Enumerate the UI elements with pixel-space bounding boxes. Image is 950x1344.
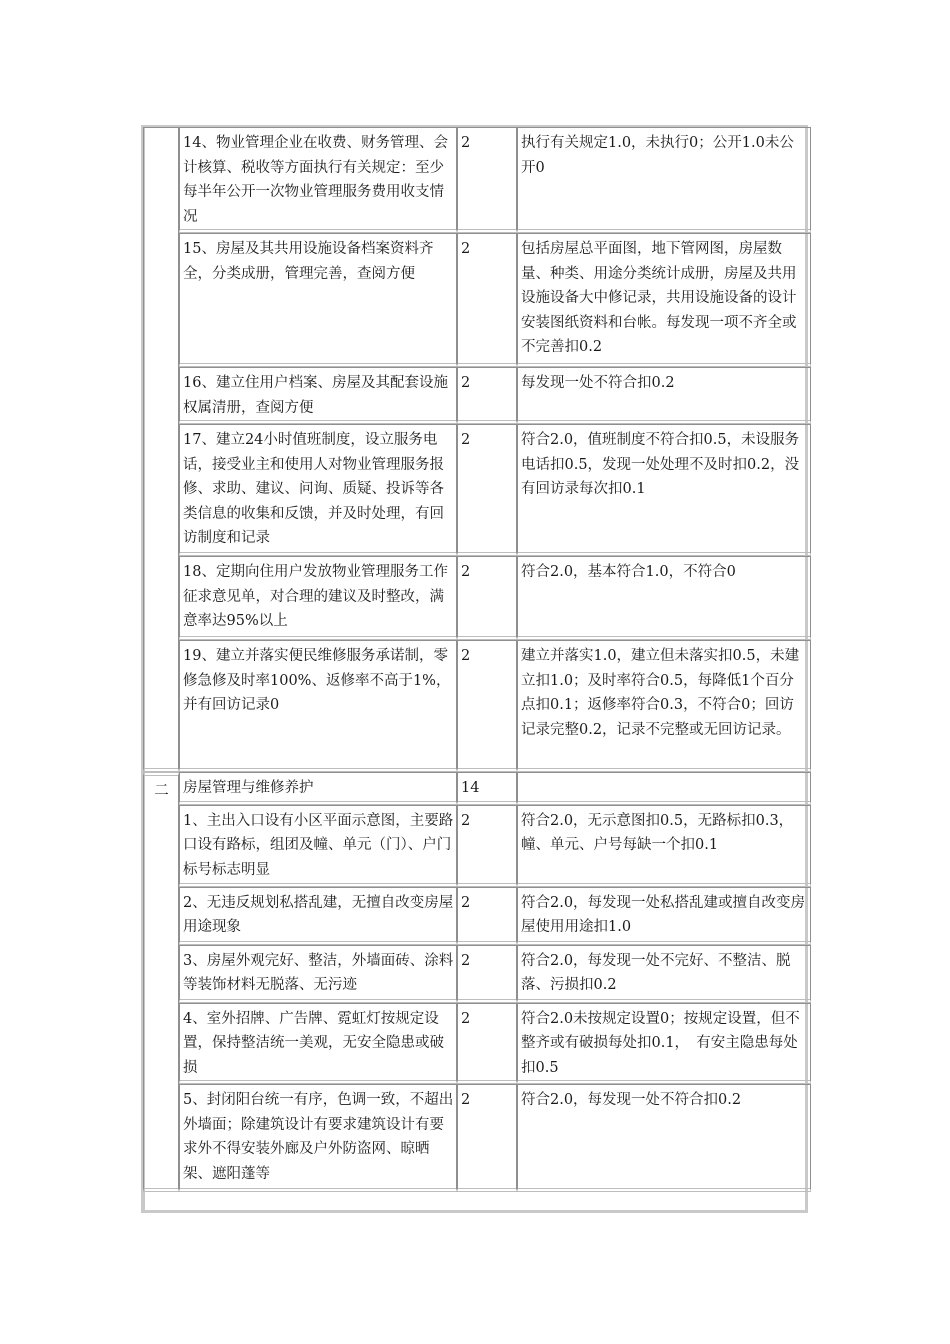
table-row [143,367,811,424]
score-cell: 2 [457,556,517,640]
score-cell: 2 [457,640,517,772]
table-row [143,424,811,556]
standard-cell: 符合2.0未按规定设置0；按规定设置，但不整齐或有破损每处扣0.1， 有安主隐患每处扣0.5 [517,1003,811,1085]
score-cell: 2 [457,1003,517,1085]
assessment-table [143,127,811,1192]
score-cell: 2 [457,127,517,233]
section-score-cell: 14 [457,772,517,805]
item-cell: 4、室外招牌、广告牌、霓虹灯按规定设置，保持整洁统一美观，无安全隐患或破损 [179,1003,457,1085]
item-cell: 5、封闭阳台统一有序，色调一致，不超出外墙面；除建筑设计有要求建筑设计有要求外不得安装外廊及户外防盗网、晾晒架、遮阳蓬等 [179,1084,457,1192]
standard-cell: 包括房屋总平面图，地下管网图，房屋数量、种类、用途分类统计成册，房屋及共用设施设备大中修记录，共用设施设备的设计安装图纸资料和台帐。每发现一项不齐全或不完善扣0.2 [517,233,811,367]
table-row [143,127,811,233]
standard-cell: 每发现一处不符合扣0.2 [517,367,811,424]
score-cell: 2 [457,945,517,1003]
standard-cell [517,772,811,805]
item-cell: 18、定期向住用户发放物业管理服务工作征求意见单，对合理的建议及时整改，满意率达95%以上 [179,556,457,640]
standard-cell: 符合2.0，每发现一处私搭乱建或擅自改变房屋使用用途扣1.0 [517,887,811,945]
table-row [143,1003,811,1085]
score-cell: 2 [457,887,517,945]
score-cell: 2 [457,367,517,424]
table-row [143,945,811,1003]
item-cell: 17、建立24小时值班制度，设立服务电话，接受业主和使用人对物业管理服务报修、求助、建议、问询、质疑、投诉等各类信息的收集和反馈，并及时处理，有回访制度和记录 [179,424,457,556]
table-row [143,233,811,367]
standard-cell: 符合2.0，每发现一处不符合扣0.2 [517,1084,811,1192]
table-row [143,1084,811,1192]
table-row [143,556,811,640]
section-title-cell: 房屋管理与维修养护 [179,772,457,805]
table-row [143,640,811,772]
item-cell: 19、建立并落实便民维修服务承诺制，零修急修及时率100%、返修率不高于1%，并有回访记录0 [179,640,457,772]
score-cell: 2 [457,805,517,887]
table-row [143,772,811,805]
section-number-cell: 二 [143,772,179,1192]
item-cell: 3、房屋外观完好、整洁，外墙面砖、涂料等装饰材料无脱落、无污迹 [179,945,457,1003]
score-cell: 2 [457,424,517,556]
item-cell: 1、主出入口设有小区平面示意图，主要路口设有路标，组团及幢、单元（门）、户门标号标志明显 [179,805,457,887]
item-cell: 16、建立住用户档案、房屋及其配套设施权属清册，查阅方便 [179,367,457,424]
standard-cell: 符合2.0，每发现一处不完好、不整洁、脱落、污损扣0.2 [517,945,811,1003]
score-cell: 2 [457,1084,517,1192]
section-number-cell [143,127,179,772]
standard-cell: 执行有关规定1.0，未执行0；公开1.0未公开0 [517,127,811,233]
item-cell: 15、房屋及其共用设施设备档案资料齐全，分类成册，管理完善，查阅方便 [179,233,457,367]
standard-cell: 符合2.0，基本符合1.0，不符合0 [517,556,811,640]
item-cell: 14、物业管理企业在收费、财务管理、会计核算、税收等方面执行有关规定：至少每半年公开一次物业管理服务费用收支情况 [179,127,457,233]
standard-cell: 符合2.0，无示意图扣0.5，无路标扣0.3，幢、单元、户号每缺一个扣0.1 [517,805,811,887]
table-row [143,887,811,945]
item-cell: 2、无违反规划私搭乱建，无擅自改变房屋用途现象 [179,887,457,945]
standard-cell: 符合2.0，值班制度不符合扣0.5，未设服务电话扣0.5，发现一处处理不及时扣0.2，没有回访录每次扣0.1 [517,424,811,556]
table-row [143,805,811,887]
assessment-table-frame [141,125,808,1213]
standard-cell: 建立并落实1.0，建立但未落实扣0.5，未建立扣1.0；及时率符合0.5，每降低1个百分点扣0.1；返修率符合0.3，不符合0；回访记录完整0.2，记录不完整或无回访记录。 [517,640,811,772]
score-cell: 2 [457,233,517,367]
